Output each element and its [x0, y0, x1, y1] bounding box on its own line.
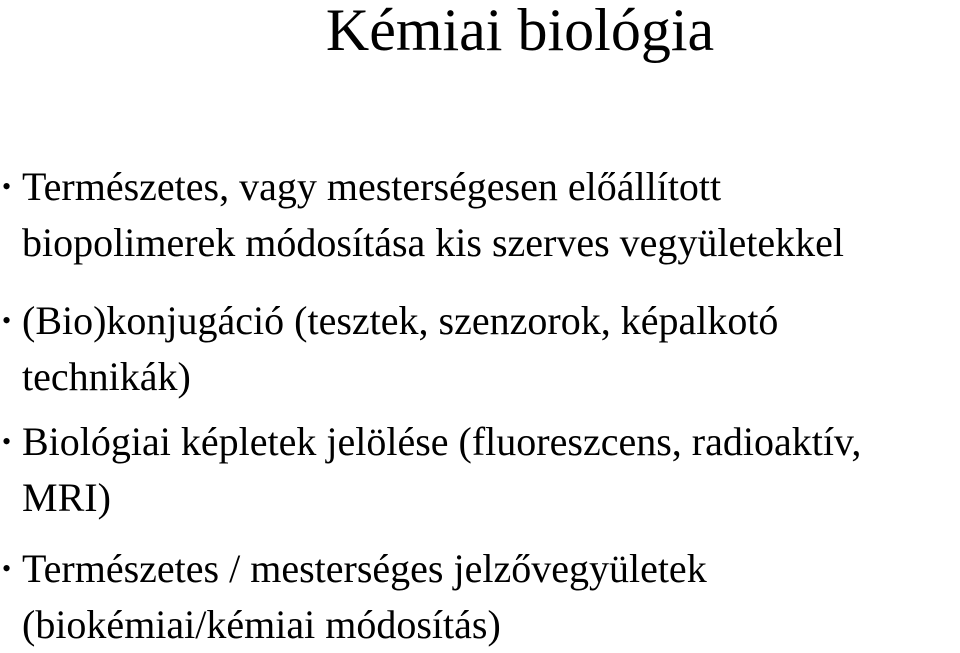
bullet-line: (biokémiai/kémiai módosítás): [22, 602, 501, 647]
bullet-text: [22, 159, 960, 271]
bullet-icon: •: [2, 306, 12, 335]
bullet-line: Természetes, vagy mesterségesen előállított: [22, 164, 722, 209]
bullet-line: biopolimerek módosítása kis szerves vegyületekkel: [22, 220, 845, 265]
bullet-line: (Bio)konjugáció (tesztek, szenzorok, képalkotó: [22, 298, 779, 343]
slide-title: Kémiai biológia: [325, 0, 715, 63]
bullet-line: MRI): [22, 475, 111, 520]
bullet-line: Biológiai képletek jelölése (fluoreszcens, radioaktív,: [22, 419, 862, 464]
bullet-icon: •: [2, 554, 12, 583]
bullet-icon: •: [2, 427, 12, 456]
bullet-line: technikák): [22, 354, 191, 399]
bullet-text: [22, 293, 960, 405]
bullet-icon: •: [2, 172, 12, 201]
bullet-text: [22, 414, 960, 526]
bullet-text: [22, 541, 960, 653]
bullet-line: Természetes / mesterséges jelzővegyületek: [22, 546, 707, 591]
